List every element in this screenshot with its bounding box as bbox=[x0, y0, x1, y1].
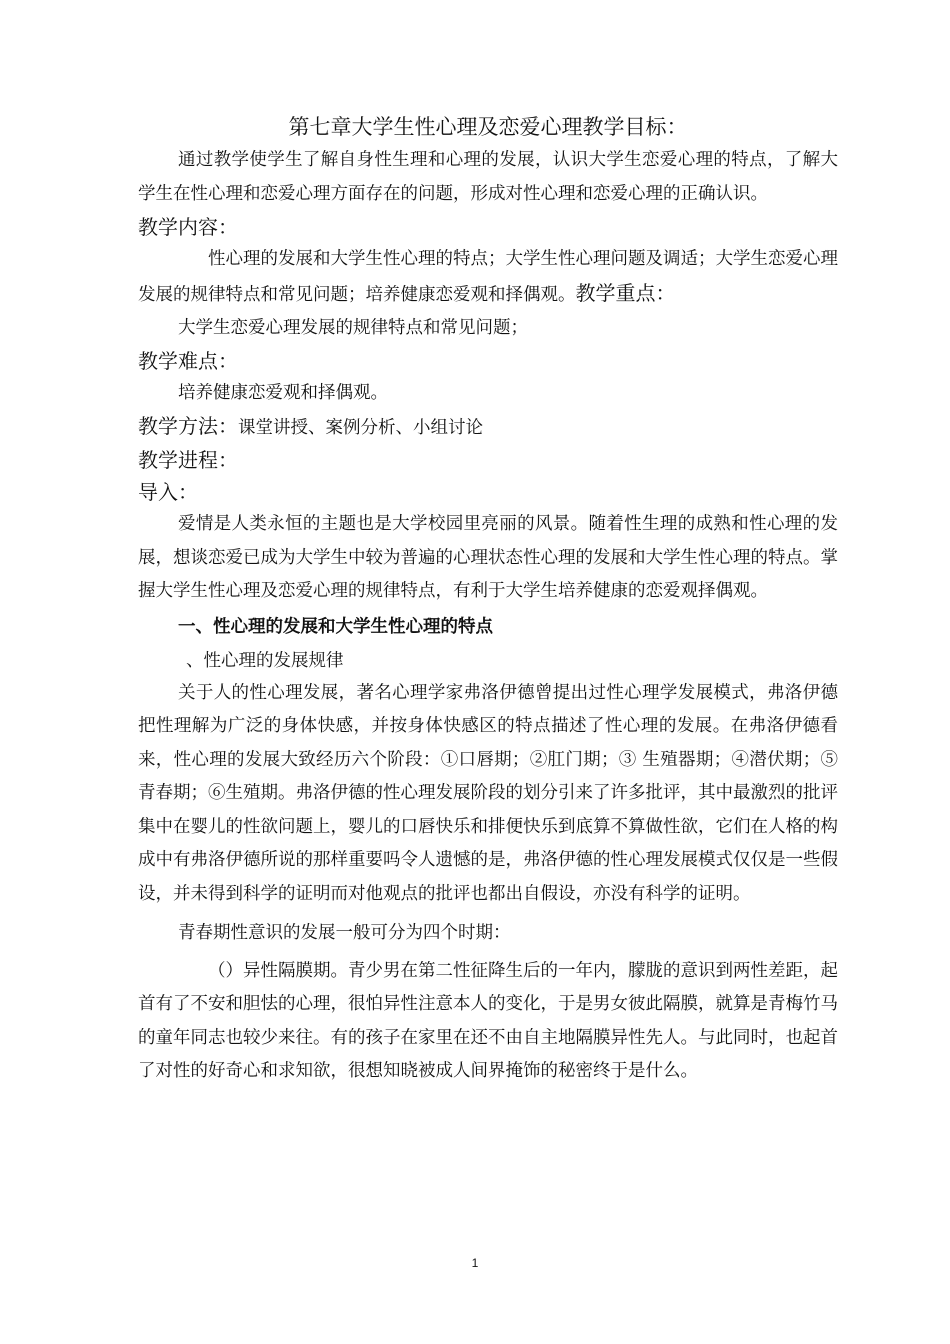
document-body bbox=[138, 112, 838, 1089]
section-1-heading: 一、性心理的发展和大学生性心理的特点 bbox=[178, 616, 493, 637]
content-text: 性心理的发展和大学生性心理的特点；大学生性心理问题及调适；大学生恋爱心理发展的规律特点和常见问题；培养健康恋爱观和择偶观。 bbox=[138, 249, 838, 305]
content-heading: 教学内容： bbox=[138, 215, 238, 239]
stage-1-paragraph: （）异性隔膜期。青少男在第二性征降生后的一年内，朦胧的意识到两性差距，起首有了不安和胆怯的心理，很怕异性注意本人的变化，于是男女彼此隔膜，就算是青梅竹马的童年同志也较少来往。有的孩子在家里在还不由自主地隔膜异性先人。与此同时，也起首了对性的好奇心和求知欲，很想知晓被成人间界掩饰的秘密终于是什么。 bbox=[138, 960, 838, 1081]
method-text: 课堂讲授、案例分析、小组讨论 bbox=[238, 418, 483, 438]
subsection-1-heading: 、性心理的发展规律 bbox=[186, 650, 344, 671]
youth-stages-intro: 青春期性意识的发展一般可分为四个时期： bbox=[178, 923, 511, 943]
difficulty-heading: 教学难点： bbox=[138, 349, 238, 373]
process-heading: 教学进程： bbox=[138, 448, 238, 472]
key-points-text: 大学生恋爱心理发展的规律特点和常见问题； bbox=[178, 318, 528, 338]
method-heading: 教学方法： bbox=[138, 414, 238, 438]
intro-text: 爱情是人类永恒的主题也是大学校园里亮丽的风景。随着性生理的成熟和性心理的发展，想谈恋爱已成为大学生中较为普遍的心理状态性心理的发展和大学生性心理的特点。掌握大学生性心理及恋爱心理的规律特点，有利于大学生培养健康的恋爱观择偶观。 bbox=[138, 514, 838, 601]
difficulty-text: 培养健康恋爱观和择偶观。 bbox=[178, 383, 388, 403]
method-line bbox=[138, 410, 838, 444]
page-number: 1 bbox=[471, 1256, 479, 1270]
intro-heading: 导入： bbox=[138, 480, 198, 504]
freud-paragraph: 关于人的性心理发展，著名心理学家弗洛伊德曾提出过性心理学发展模式，弗洛伊德把性理解为广泛的身体快感，并按身体快感区的特点描述了性心理的发展。在弗洛伊德看来，性心理的发展大致经历六个阶段：①口唇期；②肛门期；③ 生殖器期；④潜伏期；⑤青春期；⑥生殖期。弗洛伊德的性心理发展阶段的划分引来了许多批评，其中最激烈的批评集中在婴儿的性欲问题上，婴儿的口唇快乐和排便快乐到底算不算做性欲，它们在人格的构成中有弗洛伊德所说的那样重要吗令人遗憾的是，弗洛伊德的性心理发展模式仅仅是一些假设，并未得到科学的证明而对他观点的批评也都出自假设，亦没有科学的证明。 bbox=[138, 682, 838, 904]
teaching-goal-text: 通过教学使学生了解自身性生理和心理的发展，认识大学生恋爱心理的特点，了解大学生在性心理和恋爱心理方面存在的问题，形成对性心理和恋爱心理的正确认识。 bbox=[138, 150, 838, 204]
page-title: 第七章大学生性心理及恋爱心理教学目标： bbox=[288, 115, 688, 139]
content-paragraph bbox=[138, 243, 838, 312]
key-points-heading: 教学重点： bbox=[575, 280, 676, 305]
